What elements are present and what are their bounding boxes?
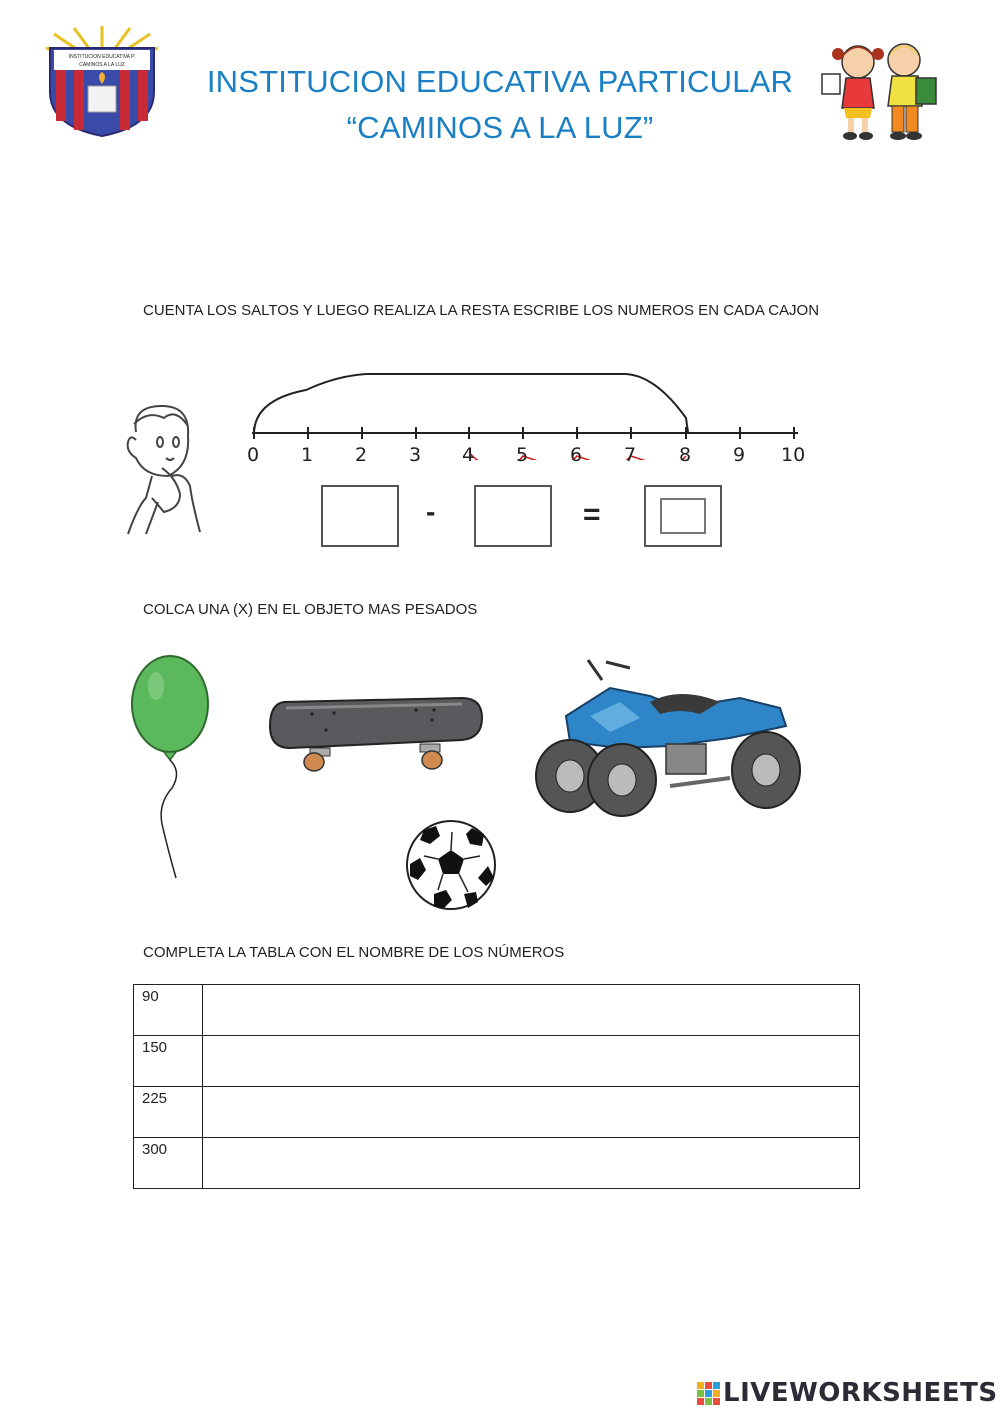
skateboard-icon[interactable] [266, 694, 486, 778]
logo-text-line2: CAMINOS A LA LUZ [79, 62, 125, 68]
equals-sign: = [583, 498, 601, 531]
table-row [134, 1087, 860, 1138]
thinking-boy-illustration [118, 402, 208, 536]
number-cell: 150 [134, 1036, 203, 1087]
tick-label-2: 2 [355, 444, 368, 466]
balloon-icon[interactable] [128, 654, 224, 882]
number-cell: 225 [134, 1087, 203, 1138]
quad-bike-icon[interactable] [530, 652, 806, 818]
number-name-input[interactable] [203, 1138, 860, 1189]
number-cell: 90 [134, 985, 203, 1036]
tick-label-6: 6 [570, 444, 583, 466]
tick-label-4: 4 [462, 444, 475, 466]
tick-label-10: 10 [781, 444, 806, 466]
liveworksheets-logo[interactable] [697, 1378, 998, 1408]
table-row [134, 1138, 860, 1189]
children-illustration [818, 36, 944, 142]
liveworksheets-brand-text: LIVEWORKSHEETS [723, 1378, 998, 1408]
tick-label-1: 1 [301, 444, 314, 466]
tick-label-5: 5 [516, 444, 529, 466]
number-cell: 300 [134, 1138, 203, 1189]
number-name-input[interactable] [203, 1036, 860, 1087]
tick-label-3: 3 [409, 444, 422, 466]
number-names-table [133, 984, 860, 1189]
liveworksheets-logo-icon [697, 1382, 721, 1406]
tick-label-7: 7 [624, 444, 637, 466]
logo-text-line1: INSTITUCION EDUCATIVA P. [68, 54, 136, 60]
title-line-2: “CAMINOS A LA LUZ” [346, 110, 654, 145]
instruction-complete-table: COMPLETA LA TABLA CON EL NOMBRE DE LOS NÚMEROS [143, 944, 565, 961]
number-name-input[interactable] [203, 1087, 860, 1138]
answer-box-subtrahend[interactable] [474, 485, 552, 547]
answer-box-minuend[interactable] [321, 485, 399, 547]
soccer-ball-icon[interactable] [404, 818, 498, 912]
answer-box-result[interactable] [644, 485, 722, 547]
table-row [134, 1036, 860, 1087]
instruction-count-jumps: CUENTA LOS SALTOS Y LUEGO REALIZA LA RESTA ESCRIBE LOS NUMEROS EN CADA CAJON [143, 302, 820, 319]
tick-label-0: 0 [247, 444, 260, 466]
number-name-input[interactable] [203, 985, 860, 1036]
tick-label-9: 9 [733, 444, 746, 466]
minus-sign: - [426, 496, 436, 527]
table-row [134, 985, 860, 1036]
tick-label-8: 8 [679, 444, 692, 466]
instruction-heaviest-object: COLCA UNA (X) EN EL OBJETO MAS PESADOS [143, 601, 478, 618]
title-line-1: INSTITUCION EDUCATIVA PARTICULAR [206, 64, 794, 99]
